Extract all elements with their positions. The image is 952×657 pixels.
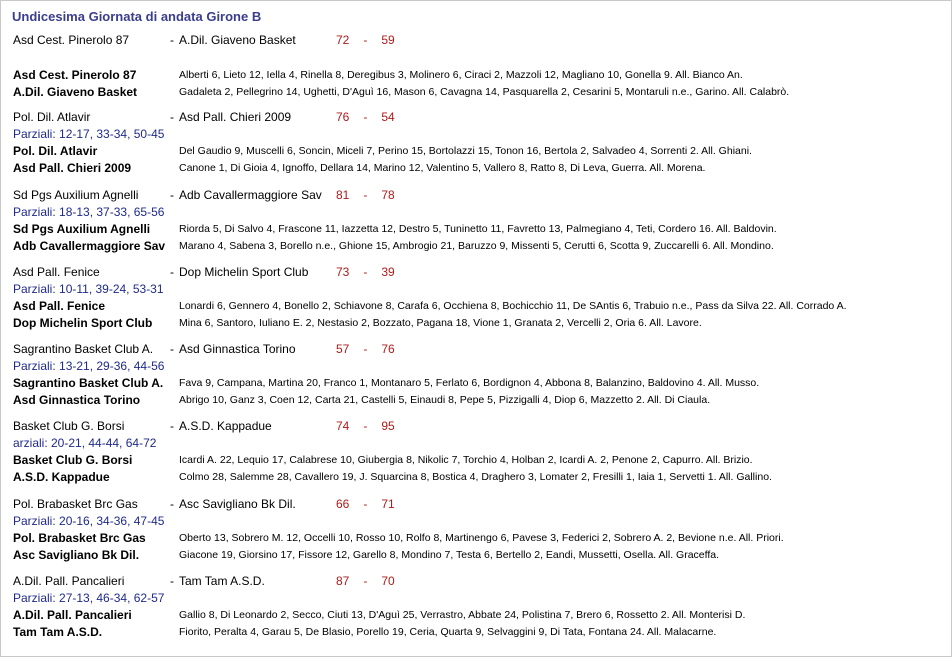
home-score: 76 [336, 110, 350, 124]
final-score [336, 574, 395, 588]
score-separator: - [363, 265, 368, 279]
match-block [1, 419, 951, 499]
away-team-players: Marano 4, Sabena 3, Borello n.e., Ghione 15, Ambrogio 21, Baruzzo 9, Missenti 5, Cerutti 6, Scotta 9, Zuccarelli 6. All. Mondino. [179, 240, 774, 252]
away-team: Asd Ginnastica Torino [179, 342, 296, 356]
final-score [336, 110, 395, 124]
home-team-players: Lonardi 6, Gennero 4, Bonello 2, Schiavone 8, Carafa 6, Occhiena 8, Bochicchio 11, De SAntis 6, Trabuio n.e., Pass da Silva 22. All. Corrado A. [179, 300, 847, 312]
home-team: Pol. Brabasket Brc Gas [13, 497, 138, 511]
away-score: 78 [381, 188, 395, 202]
home-score: 81 [336, 188, 350, 202]
score-separator: - [363, 110, 368, 124]
away-score: 39 [381, 265, 395, 279]
match-block [1, 110, 951, 190]
away-team-roster-label: Asd Pall. Chieri 2009 [13, 161, 132, 175]
home-score: 66 [336, 497, 350, 511]
away-team: Asc Savigliano Bk Dil. [179, 497, 296, 511]
away-team: A.S.D. Kappadue [179, 419, 272, 433]
score-separator: - [363, 574, 368, 588]
home-score: 72 [336, 33, 350, 47]
home-team: Sagrantino Basket Club A. [13, 342, 154, 356]
home-team-roster-label: Pol. Brabasket Brc Gas [13, 531, 146, 545]
away-team-players: Mina 6, Santoro, Iuliano E. 2, Nestasio 2, Bozzato, Pagana 18, Vione 1, Granata 2, Vercelli 2, Oria 6. All. Lavore. [179, 317, 702, 329]
team-separator: - [170, 342, 174, 356]
match-block [1, 265, 951, 345]
home-team-roster-label: Asd Pall. Fenice [13, 299, 106, 313]
away-team-roster-label: A.S.D. Kappadue [13, 470, 110, 484]
away-score: 76 [381, 342, 395, 356]
team-separator: - [170, 419, 174, 433]
away-team-roster-label: Asd Ginnastica Torino [13, 393, 141, 407]
home-team-players: Icardi A. 22, Lequio 17, Calabrese 10, Giubergia 8, Nikolic 7, Torchio 4, Holban 2, Icardi A. 2, Penone 2, Capurro. All. Brizio. [179, 454, 753, 466]
home-team: Sd Pgs Auxilium Agnelli [13, 188, 139, 202]
home-team-roster-label: Basket Club G. Borsi [13, 453, 133, 467]
final-score [336, 419, 395, 433]
match-block [1, 33, 951, 113]
team-separator: - [170, 33, 174, 47]
away-team-players: Gadaleta 2, Pellegrino 14, Ughetti, D'Aguì 16, Mason 6, Cavagna 14, Pasquarella 2, Cesarini 5, Montaruli n.e., Garino. All. Calabrò. [179, 86, 790, 98]
away-score: 71 [381, 497, 395, 511]
away-team-roster-label: Asc Savigliano Bk Dil. [13, 548, 140, 562]
home-team-players: Gallio 8, Di Leonardo 2, Secco, Ciuti 13, D'Aguì 25, Verrastro, Abbate 24, Polistina 7, Brero 6, Rossetto 2. All. Monterisi D. [179, 609, 746, 621]
away-team-players: Fiorito, Peralta 4, Garau 5, De Blasio, Porello 19, Ceria, Quarta 9, Selvaggini 9, Di Tata, Fontana 24. All. Malacarne. [179, 626, 717, 638]
away-team-roster-label: A.Dil. Giaveno Basket [13, 85, 138, 99]
home-score: 74 [336, 419, 350, 433]
score-separator: - [363, 33, 368, 47]
away-team: Adb Cavallermaggiore Sav [179, 188, 322, 202]
away-team-players: Canone 1, Di Gioia 4, Ignoffo, Dellara 14, Marino 12, Valentino 5, Vallero 8, Ratto 8, Di Leva, Guerra. All. Morena. [179, 162, 706, 174]
home-team-players: Alberti 6, Lieto 12, Iella 4, Rinella 8, Deregibus 3, Molinero 6, Ciraci 2, Mazzoli 12, Magliano 10, Gonella 9. All. Bianco An. [179, 69, 743, 81]
away-team-roster-label: Tam Tam A.S.D. [13, 625, 103, 639]
final-score [336, 497, 395, 511]
page-title: Undicesima Giornata di andata Girone B [12, 9, 262, 24]
away-team-players: Abrigo 10, Ganz 3, Coen 12, Carta 21, Castelli 5, Einaudi 8, Pepe 5, Pizzigalli 4, Diop 6, Mazzetto 2. All. Di Ciaula. [179, 394, 711, 406]
score-separator: - [363, 419, 368, 433]
home-team-roster-label: Sd Pgs Auxilium Agnelli [13, 222, 151, 236]
score-separator: - [363, 342, 368, 356]
away-score: 70 [381, 574, 395, 588]
quarter-partials: Parziali: 10-11, 39-24, 53-31 [13, 282, 164, 296]
score-separator: - [363, 188, 368, 202]
match-block [1, 342, 951, 422]
match-block [1, 188, 951, 268]
quarter-partials: arziali: 20-21, 44-44, 64-72 [13, 436, 157, 450]
home-score: 87 [336, 574, 350, 588]
home-team-roster-label: A.Dil. Pall. Pancalieri [13, 608, 132, 622]
away-team: Asd Pall. Chieri 2009 [179, 110, 292, 124]
team-separator: - [170, 574, 174, 588]
final-score [336, 33, 395, 47]
quarter-partials: Parziali: 20-16, 34-36, 47-45 [13, 514, 165, 528]
home-team-players: Riorda 5, Di Salvo 4, Frascone 11, Iazzetta 12, Destro 5, Tuninetto 11, Favretto 13, Palmegiano 4, Teti, Cordero 16. All. Baldovin. [179, 223, 777, 235]
away-score: 54 [381, 110, 395, 124]
away-score: 59 [381, 33, 395, 47]
quarter-partials: Parziali: 18-13, 37-33, 65-56 [13, 205, 165, 219]
away-team-players: Giacone 19, Giorsino 17, Fissore 12, Garello 8, Mondino 7, Testa 6, Bertello 2, Eandi, Mussetti, Osella. All. Graceffa. [179, 549, 720, 561]
team-separator: - [170, 497, 174, 511]
away-team-roster-label: Dop Michelin Sport Club [13, 316, 153, 330]
away-team: Dop Michelin Sport Club [179, 265, 309, 279]
final-score [336, 265, 395, 279]
home-team: Asd Cest. Pinerolo 87 [13, 33, 130, 47]
away-team: A.Dil. Giaveno Basket [179, 33, 296, 47]
final-score [336, 188, 395, 202]
team-separator: - [170, 265, 174, 279]
home-team: Basket Club G. Borsi [13, 419, 125, 433]
away-team: Tam Tam A.S.D. [179, 574, 265, 588]
quarter-partials: Parziali: 27-13, 46-34, 62-57 [13, 591, 165, 605]
away-score: 95 [381, 419, 395, 433]
home-team-players: Fava 9, Campana, Martina 20, Franco 1, Montanaro 5, Ferlato 6, Bordignon 4, Abbona 8, Balanzino, Baldovino 4. All. Musso. [179, 377, 760, 389]
away-team-players: Colmo 28, Salemme 28, Cavallero 19, J. Squarcina 8, Bostica 4, Draghero 3, Lomater 2, Fresilli 1, Iaia 1, Servetti 1. All. Gallino. [179, 471, 772, 483]
home-team-roster-label: Asd Cest. Pinerolo 87 [13, 68, 137, 82]
quarter-partials: Parziali: 13-21, 29-36, 44-56 [13, 359, 165, 373]
match-block [1, 497, 951, 577]
home-team-players: Del Gaudio 9, Muscelli 6, Soncin, Miceli 7, Perino 15, Bortolazzi 15, Tonon 16, Bertola 2, Salvadeo 4, Sorrenti 2. All. Ghiani. [179, 145, 752, 157]
home-team: Asd Pall. Fenice [13, 265, 100, 279]
home-team: Pol. Dil. Atlavir [13, 110, 91, 124]
home-team: A.Dil. Pall. Pancalieri [13, 574, 125, 588]
home-team-roster-label: Sagrantino Basket Club A. [13, 376, 164, 390]
match-block [1, 574, 951, 654]
home-score: 73 [336, 265, 350, 279]
home-team-players: Oberto 13, Sobrero M. 12, Occelli 10, Rosso 10, Rolfo 8, Martinengo 6, Pavese 3, Federici 2, Sobrero A. 2, Bevione n.e. All. Priori. [179, 532, 784, 544]
quarter-partials: Parziali: 12-17, 33-34, 50-45 [13, 127, 165, 141]
away-team-roster-label: Adb Cavallermaggiore Sav [13, 239, 166, 253]
home-score: 57 [336, 342, 350, 356]
final-score [336, 342, 395, 356]
team-separator: - [170, 188, 174, 202]
home-team-roster-label: Pol. Dil. Atlavir [13, 144, 98, 158]
score-separator: - [363, 497, 368, 511]
team-separator: - [170, 110, 174, 124]
